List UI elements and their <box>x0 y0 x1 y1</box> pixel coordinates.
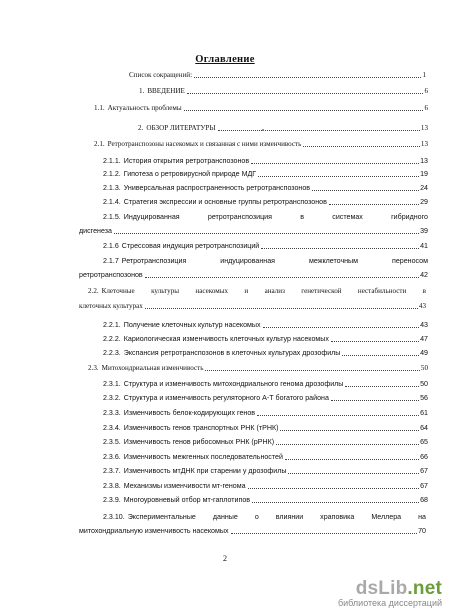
toc-entry <box>103 198 428 207</box>
toc-entry-number: 2.1.5. <box>103 213 121 221</box>
dot-leader <box>187 93 424 94</box>
scan-speck <box>262 129 264 131</box>
toc-entry-page: 67 <box>420 467 428 475</box>
toc-entry-title: Многоуровневый отбор мт-гаплотипов <box>123 496 251 504</box>
watermark-logo-main: dsLib <box>355 578 408 599</box>
dot-leader <box>280 430 419 431</box>
toc-entry-title: Экспериментальные данные о влиянии храповика Меллера на <box>127 513 426 521</box>
toc-entry-number: 2.1.4. <box>103 198 121 206</box>
toc-entry <box>103 257 428 266</box>
dot-leader <box>218 130 420 131</box>
toc-entry-page: 1 <box>422 71 426 79</box>
toc-entry-title: Гипотеза о ретровирусной природе МДГ <box>123 170 257 178</box>
toc-entry-title: Изменчивость белок-кодирующих генов <box>123 409 256 417</box>
dot-leader <box>248 488 420 489</box>
toc-entry-title: Изменчивость генов рибосомных РНК (рРНК) <box>123 438 275 446</box>
toc-entry-number: 2.3.1. <box>103 380 121 388</box>
toc-entry-number: 2.3.3. <box>103 409 121 417</box>
page-number: 2 <box>223 554 227 563</box>
toc-entry <box>103 424 428 433</box>
toc-entry-title: Список сокращений: <box>129 71 193 79</box>
toc-entry-page: 47 <box>420 335 428 343</box>
toc-entry <box>103 170 428 179</box>
toc-entry-number: 2. <box>138 124 144 132</box>
dot-leader <box>331 400 419 401</box>
toc-entry-page: 6 <box>424 87 428 95</box>
toc-entry-title: Универсальная распространенность ретротранспозонов <box>123 184 311 192</box>
toc-entry-title-cont: митохондриальную изменчивость насекомых <box>79 527 229 535</box>
toc-entry-page: 61 <box>420 409 428 417</box>
toc-entry-number: 2.3.9. <box>103 496 121 504</box>
toc-entry-number: 2.1.3. <box>103 184 121 192</box>
toc-entry-number: 2.3.5. <box>103 438 121 446</box>
toc-entry-title: Стрессовая индукция ретротранспозиций <box>121 242 260 250</box>
toc-entry-page: 43 <box>418 302 426 310</box>
toc-entry-title: Получение клеточных культур насекомых <box>123 321 261 329</box>
toc-entry-title: Клеточные культуры насекомых и анализ генетической нестабильности в <box>101 287 426 295</box>
toc-entry-number: 2.3.2. <box>103 394 121 402</box>
watermark-logo <box>338 578 442 600</box>
dot-leader <box>312 190 419 191</box>
dot-leader <box>257 415 419 416</box>
toc-entry-page: 43 <box>420 321 428 329</box>
dot-leader <box>184 110 424 111</box>
dot-leader <box>331 341 419 342</box>
toc-entry-page: 39 <box>420 227 428 235</box>
dot-leader <box>145 308 418 309</box>
dot-leader <box>261 248 419 249</box>
toc-title: Оглавление <box>195 54 255 65</box>
dot-leader <box>231 533 418 534</box>
toc-entry-number: 1.1. <box>94 104 105 112</box>
toc-entry <box>103 409 428 418</box>
toc-entry-number: 2.3.7. <box>103 467 121 475</box>
toc-entry-page: 65 <box>420 438 428 446</box>
toc-entry-page: 41 <box>420 242 428 250</box>
dot-leader <box>285 459 419 460</box>
toc-entry-page: 13 <box>420 157 428 165</box>
dot-leader <box>258 176 419 177</box>
toc-entry-number: 2.1.1. <box>103 157 121 165</box>
toc-entry-title: Митохондриальная изменчивость <box>101 364 204 372</box>
toc-entry-title: ВВЕДЕНИЕ <box>147 87 185 95</box>
toc-entry-number: 2.2. <box>88 287 99 295</box>
toc-entry-page: 6 <box>424 104 428 112</box>
toc-entry <box>139 87 428 96</box>
toc-entry-number: 1. <box>139 87 145 95</box>
toc-entry <box>103 482 428 491</box>
toc-entry-continuation <box>79 271 428 280</box>
toc-entry-page: 29 <box>420 198 428 206</box>
toc-entry-title: Ретротранспозиция индуцированная межклеточным переносом <box>121 257 428 265</box>
toc-entry-title: Изменчивость генов транспортных РНК (тРНК) <box>123 424 279 432</box>
dot-leader <box>329 204 419 205</box>
toc-entry-title: Индуцированная ретротранспозиция в системах гибридного <box>123 213 428 221</box>
toc-entry-page: 19 <box>420 170 428 178</box>
toc-entry-page: 66 <box>420 453 428 461</box>
toc-entry-number: 2.3.4. <box>103 424 121 432</box>
toc-entry-number: 2.2.3. <box>103 349 121 357</box>
watermark-subtitle: библиотека диссертаций <box>337 598 442 608</box>
toc-entry-number: 2.1.2. <box>103 170 121 178</box>
toc-entry-continuation <box>79 227 428 236</box>
toc-entry-title: Структура и изменчивость регуляторного А-Т богатого района <box>123 394 329 402</box>
toc-entry-page: 49 <box>420 349 428 357</box>
dot-leader <box>345 386 419 387</box>
watermark-logo-tld: .net <box>407 578 442 599</box>
toc-entry-number: 2.3.10. <box>103 513 125 521</box>
toc-entry-title: Механизмы изменчивости мт-генома <box>123 482 246 490</box>
toc-entry-number: 2.1.7 <box>103 257 119 265</box>
dot-leader <box>303 146 420 147</box>
dot-leader <box>145 277 419 278</box>
toc-entry <box>103 242 428 251</box>
toc-entry-page: 13 <box>420 140 428 148</box>
toc-entry <box>103 467 428 476</box>
toc-entry-continuation <box>79 302 426 311</box>
toc-entry-title: Структура и изменчивость митохондриального генома дрозофилы <box>123 380 344 388</box>
dot-leader <box>251 163 419 164</box>
toc-entry-page: 70 <box>418 527 426 535</box>
toc-entry-title: Изменчивость мтДНК при старении у дрозофилы <box>123 467 287 475</box>
toc-entry <box>103 184 428 193</box>
watermark <box>338 578 442 608</box>
dot-leader <box>194 77 421 78</box>
toc-entry <box>103 213 428 222</box>
toc-entry-number: 2.1. <box>94 140 105 148</box>
toc-entry-title: История открытия ретротранспозонов <box>123 157 250 165</box>
dot-leader <box>252 502 419 503</box>
toc-entry-page: 50 <box>420 364 428 372</box>
toc-entry-page: 13 <box>420 124 428 132</box>
toc-entry <box>103 349 428 358</box>
toc-entry-page: 42 <box>420 271 428 279</box>
dot-leader <box>263 327 420 328</box>
toc-entry-page: 68 <box>420 496 428 504</box>
toc-entry-number: 2.2.1. <box>103 321 121 329</box>
toc-entry <box>103 496 428 505</box>
toc-entry-title: Ретротранспозоны насекомых и связанная с ними изменчивость <box>107 140 302 148</box>
toc-entry-title: Актуальность проблемы <box>107 104 182 112</box>
toc-entry-number: 2.3.6. <box>103 453 121 461</box>
toc-entry <box>138 124 428 133</box>
toc-entry <box>103 438 428 447</box>
dot-leader <box>288 473 419 474</box>
toc-entry-number: 2.3.8. <box>103 482 121 490</box>
toc-entry <box>103 394 428 403</box>
toc-entry-title: Стратегия экспрессии и основные группы ретротранспозонов <box>123 198 327 206</box>
toc-entry-page: 64 <box>420 424 428 432</box>
toc-entry <box>94 140 428 149</box>
toc-entry-continuation <box>79 527 426 536</box>
toc-entry-number: 2.1.6 <box>103 242 119 250</box>
toc-entry-number: 2.3. <box>88 364 99 372</box>
dot-leader <box>114 233 419 234</box>
toc-entry-title-cont: ретротранспозонов <box>79 271 143 279</box>
dot-leader <box>342 355 419 356</box>
toc-entry-title: Изменчивость межгенных последовательностей <box>123 453 283 461</box>
toc-entry <box>103 380 428 389</box>
toc-entry <box>126 71 426 80</box>
toc-entry-title: ОБЗОР ЛИТЕРАТУРЫ <box>146 124 216 132</box>
toc-entry <box>94 104 428 113</box>
toc-entry <box>103 321 428 330</box>
dot-leader <box>276 444 419 445</box>
toc-entry-page: 56 <box>420 394 428 402</box>
toc-entry <box>103 453 428 462</box>
toc-entry <box>88 287 426 296</box>
toc-entry-title: Кариологическая изменчивость клеточных культур насекомых <box>123 335 329 343</box>
toc-entry <box>103 157 428 166</box>
toc-entry-title-cont: дисгенеза <box>79 227 112 235</box>
dot-leader <box>205 370 419 371</box>
toc-entry-page: 50 <box>420 380 428 388</box>
toc-entry <box>88 364 428 373</box>
toc-entry-title-cont: клеточных культурах <box>79 302 143 310</box>
toc-entry-page: 67 <box>420 482 428 490</box>
toc-entry-number: 2.2.2. <box>103 335 121 343</box>
toc-entry-page: 24 <box>420 184 428 192</box>
toc-entry-title: Экспансия ретротранспозонов в клеточных культурах дрозофилы <box>123 349 341 357</box>
toc-entry <box>103 513 426 522</box>
toc-entry <box>103 335 428 344</box>
